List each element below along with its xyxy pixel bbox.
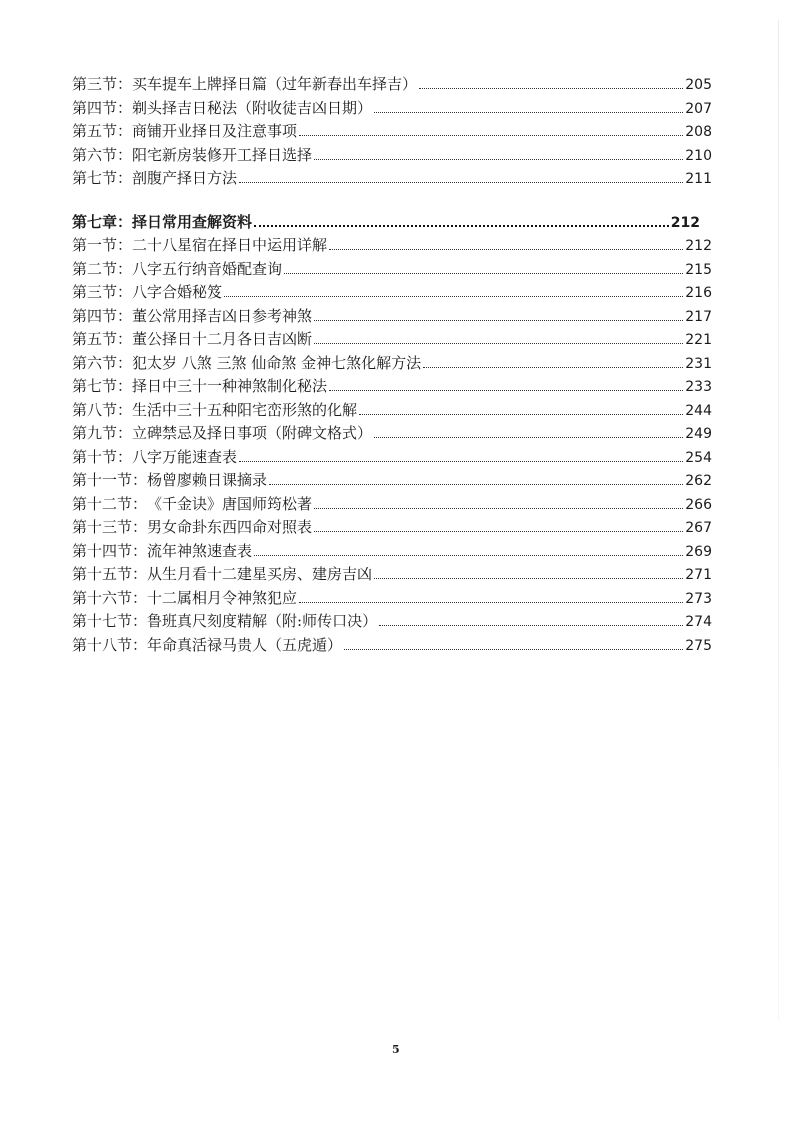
toc-entry-page: 221 xyxy=(685,332,712,348)
toc-entry-label: 第十七节： xyxy=(72,612,148,630)
toc-entry[interactable] xyxy=(72,399,712,423)
toc-entry-title: 十二属相月令神煞犯应 xyxy=(147,588,298,607)
toc-section-group-1 xyxy=(72,73,712,191)
toc-entry[interactable] xyxy=(72,234,712,258)
toc-entry-page: 207 xyxy=(685,100,712,117)
toc-entry-title: 杨曾廖赖日课摘录 xyxy=(147,471,268,489)
toc-entry[interactable] xyxy=(72,422,712,446)
dot-leader xyxy=(374,112,683,113)
toc-entry-label: 第十二节： xyxy=(72,494,148,513)
toc-chapter-heading[interactable] xyxy=(72,211,700,235)
toc-entry-title: 剖腹产择日方法 xyxy=(132,169,238,187)
toc-entry-page: 249 xyxy=(685,426,712,442)
toc-entry-page: 215 xyxy=(685,261,712,278)
toc-entry[interactable] xyxy=(72,73,712,97)
toc-entry-title: 生活中三十五种阳宅峦形煞的化解 xyxy=(132,400,358,419)
toc-entry-title: 从生月看十二建星买房、建房吉凶 xyxy=(147,565,373,583)
dot-leader xyxy=(314,159,683,160)
toc-entry-page: 244 xyxy=(685,402,712,419)
toc-entry-title: 男女命卦东西四命对照表 xyxy=(147,518,313,536)
toc-entry-page: 217 xyxy=(685,308,712,325)
dot-leader xyxy=(299,135,683,136)
toc-entry-page: 273 xyxy=(685,590,712,607)
toc-entry-label: 第六节： xyxy=(72,145,133,164)
toc-entry-label: 第四节： xyxy=(72,306,133,325)
dot-leader xyxy=(329,249,683,250)
scan-edge xyxy=(778,20,779,1020)
toc-entry-page: 269 xyxy=(685,543,712,560)
toc-entry-page: 205 xyxy=(685,77,712,93)
toc-entry[interactable] xyxy=(72,610,712,634)
toc-entry[interactable] xyxy=(72,375,712,399)
toc-entry-label: 第八节： xyxy=(72,400,133,419)
toc-entry-label: 第十节： xyxy=(72,447,133,466)
toc-entry[interactable] xyxy=(72,634,712,658)
toc-entry-page: 266 xyxy=(685,496,712,513)
dot-leader xyxy=(239,182,683,183)
toc-entry-label: 第七节： xyxy=(72,377,133,395)
toc-entry[interactable] xyxy=(72,540,712,564)
toc-entry-label: 第三节： xyxy=(72,75,133,93)
toc-entry[interactable] xyxy=(72,120,712,144)
toc-entry-title: 年命真活禄马贵人（五虎遁） xyxy=(147,635,343,654)
page-number: 5 xyxy=(392,1043,400,1056)
toc-entry-page: 254 xyxy=(685,449,712,466)
toc-entry-page: 275 xyxy=(685,637,712,654)
toc-entry[interactable] xyxy=(72,167,712,191)
dot-leader xyxy=(344,649,683,650)
toc-entry-title: 买车提车上牌择日篇（过年新春出车择吉） xyxy=(132,75,418,93)
toc-entry-label: 第十八节： xyxy=(72,635,148,654)
toc-entry-page: 271 xyxy=(685,567,712,583)
toc-entry-label: 第一节： xyxy=(72,236,133,254)
dot-leader xyxy=(284,273,683,274)
dot-leader xyxy=(419,88,683,89)
toc-entry-page: 274 xyxy=(685,614,712,630)
toc-entry-label: 第五节： xyxy=(72,122,133,140)
toc-entry-title: 犯太岁 八煞 三煞 仙命煞 金神七煞化解方法 xyxy=(132,353,422,372)
toc-entry-title: 《千金诀》唐国师筠松著 xyxy=(147,494,313,513)
toc-entry-title: 商铺开业择日及注意事项 xyxy=(132,122,298,140)
toc-entry-page: 210 xyxy=(685,147,712,164)
dot-leader xyxy=(423,367,683,368)
toc-entry[interactable] xyxy=(72,563,712,587)
toc-entry-label: 第四节： xyxy=(72,98,133,117)
dot-leader xyxy=(314,531,683,532)
dot-leader xyxy=(314,320,683,321)
dot-leader xyxy=(329,390,683,391)
toc-entry[interactable] xyxy=(72,446,712,470)
chapter-title: 择日常用查解资料 xyxy=(132,212,253,231)
toc-entry-page: 216 xyxy=(685,285,712,301)
toc-entry-title: 立碑禁忌及择日事项（附碑文格式） xyxy=(132,424,373,442)
toc-entry[interactable] xyxy=(72,305,712,329)
dot-leader xyxy=(239,461,683,462)
toc-entry-page: 212 xyxy=(685,238,712,254)
chapter-label: 第七章： xyxy=(72,212,133,231)
toc-entry-label: 第十五节： xyxy=(72,565,148,583)
toc-entry-page: 267 xyxy=(685,520,712,536)
dot-leader xyxy=(224,296,683,297)
dot-leader xyxy=(314,343,683,344)
toc-entry-label: 第五节： xyxy=(72,330,133,348)
dot-leader xyxy=(254,225,669,227)
toc-entry-title: 董公常用择吉凶日参考神煞 xyxy=(132,306,313,325)
toc-entry-title: 阳宅新房装修开工择日选择 xyxy=(132,145,313,164)
toc-entry-label: 第二节： xyxy=(72,259,133,278)
toc-entry-title: 剃头择吉日秘法（附收徒吉凶日期） xyxy=(132,98,373,117)
toc-entry[interactable] xyxy=(72,281,712,305)
toc-entry-title: 鲁班真尺刻度精解（附:师传口决） xyxy=(147,612,378,630)
toc-entry-label: 第十三节： xyxy=(72,518,148,536)
toc-entry[interactable] xyxy=(72,352,712,376)
toc-entry[interactable] xyxy=(72,493,712,517)
dot-leader xyxy=(299,602,683,603)
toc-entry-title: 二十八星宿在择日中运用详解 xyxy=(132,236,328,254)
toc-entry[interactable] xyxy=(72,328,712,352)
toc-entry-title: 董公择日十二月各日吉凶断 xyxy=(132,330,313,348)
dot-leader xyxy=(374,578,683,579)
toc-entry-label: 第七节： xyxy=(72,169,133,187)
toc-entry-page: 262 xyxy=(685,473,712,489)
toc-entry-label: 第六节： xyxy=(72,353,133,372)
toc-entry-label: 第三节： xyxy=(72,283,133,301)
toc-entry[interactable] xyxy=(72,516,712,540)
dot-leader xyxy=(374,437,683,438)
toc-entry[interactable] xyxy=(72,587,712,611)
toc-entry-title: 八字万能速查表 xyxy=(132,447,238,466)
dot-leader xyxy=(379,625,683,626)
toc-entry-title: 八字五行纳音婚配查询 xyxy=(132,259,283,278)
toc-section-group-2 xyxy=(72,234,712,657)
dot-leader xyxy=(314,508,683,509)
dot-leader xyxy=(269,484,683,485)
toc-entry-page: 233 xyxy=(685,379,712,395)
toc-entry-page: 208 xyxy=(685,124,712,140)
toc-entry-label: 第十六节： xyxy=(72,588,148,607)
toc-entry-page: 211 xyxy=(685,171,712,187)
table-of-contents xyxy=(72,73,712,657)
toc-entry-title: 流年神煞速查表 xyxy=(147,541,253,560)
toc-entry[interactable] xyxy=(72,258,712,282)
toc-entry[interactable] xyxy=(72,469,712,493)
toc-entry-title: 八字合婚秘笈 xyxy=(132,283,223,301)
toc-entry[interactable] xyxy=(72,144,712,168)
toc-entry-label: 第十一节： xyxy=(72,471,148,489)
toc-entry-label: 第九节： xyxy=(72,424,133,442)
toc-entry-label: 第十四节： xyxy=(72,541,148,560)
dot-leader xyxy=(254,555,683,556)
toc-entry-page: 231 xyxy=(685,355,712,372)
chapter-page: 212 xyxy=(670,214,700,231)
dot-leader xyxy=(359,414,683,415)
toc-entry-title: 择日中三十一种神煞制化秘法 xyxy=(132,377,328,395)
toc-entry[interactable] xyxy=(72,97,712,121)
